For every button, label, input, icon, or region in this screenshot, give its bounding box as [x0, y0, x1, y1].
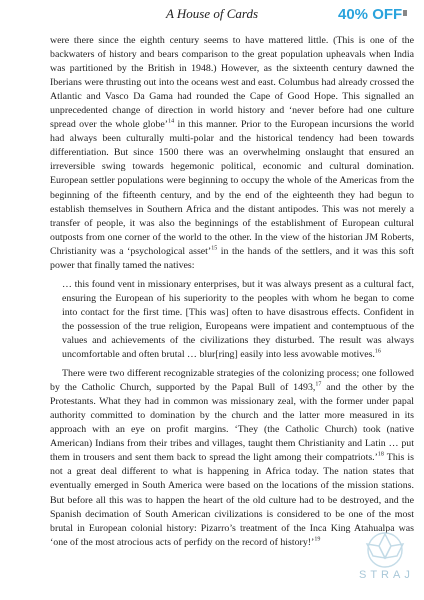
footnote-ref-17: 17 [315, 381, 322, 388]
footnote-ref-14: 14 [168, 118, 175, 125]
block-quote-text: … this found vent in missionary enterprises, but it was always present as a cultural fact, ensuring the European of his superiority to the peoples with whom he began to come into contact for the first time. [This was] often to have disastrous effects. Confident in the possession of the true religion, Europeans were impatient and contemptuous of the values and achievements of the civilizations they disturbed. The result was always uncomfortable and often brutal … blur[ring] easily into less avowable motives. [62, 278, 414, 361]
footnote-ref-15: 15 [211, 245, 218, 252]
paragraph-2 [50, 367, 414, 550]
running-header: A House of Cards [165, 6, 259, 21]
footnote-ref-16: 16 [374, 348, 381, 355]
paragraph-2-text-c: This is not a great deal different to what is happening in Africa today. The nation states that eventually emerged in South America were based on the locations of the mission stations. But before all this was to happen the heart of the old culture had to be destroyed, and the Spanish decimation of South American civilizations is considered to be one of the most brutal in European colonial history: Pizarro’s treatment of the Inca King Atahualpa was ‘one of the most atrocious acts of perfidy on the record of history!’ [50, 452, 414, 548]
paragraph-1-text-c: in the hands of the settlers, and it was this soft power that finally tamed the natives: [50, 245, 414, 271]
paragraph-2-text-b: and the other by the Protestants. What they had in common was missionary zeal, with the former under papal authority committed to domination by the church and the latter more measured in its approach with an eye on profit margins. ‘They (the Catholic Church) took (native American) Indians from their tribes and villages, taught them Christianity and Latin … put them in trousers and sent them back to spread the light among their compatriots.’ [50, 382, 414, 464]
watermark-logo-icon [355, 530, 415, 596]
footnote-ref-19: 19 [314, 536, 321, 543]
paragraph-1 [50, 34, 414, 273]
page-edge-mark [403, 10, 407, 16]
paragraph-2-text-a: There were two different recognizable strategies of the colonizing process; one followed by the Catholic Church, supported by the Papal Bull of 1493, [50, 368, 414, 394]
paragraph-1-text-b: in this manner. Prior to the European incursions the world had always been culturally multi-polar and the historical tendency had been towards differentiation. But since 1500 there was an overwhelming onslaught that ensured an irreversible swing towards hegemonic political, economic and cultural domination. European settler populations were beginning to occupy the whole of the Americas from the beginning of the fifteenth century, and by the end of the eighteenth they had begun to establish themselves in Southern Africa and the distant antipodes. This was not merely a transfer of people, it was also the beginnings of the establishment of European cultural outposts from one corner of the world to the other. In the view of the historian JM Roberts, Christianity was a ‘psychological asset’ [50, 119, 415, 257]
watermark-text: STRAJ [359, 569, 414, 581]
footnote-ref-18: 18 [377, 452, 384, 459]
body-text [50, 34, 414, 550]
paragraph-1-text-a: were there since the eighth century seems to have mattered little. (This is one of the backwaters of history and bears comparison to the great population upheavals when India was partitioned by the British in 1948.) However, as the sixteenth century dawned the Iberians were thrusting out into the oceans west and east. Columbus had already crossed the Atlantic and Vasco Da Gama had rounded the Cape of Good Hope. This signalled an unprecedented change of direction in world history and ‘never before had one culture spread over the whole globe’ [50, 35, 414, 131]
block-quote [62, 278, 414, 362]
discount-badge: 40% OFF [338, 6, 403, 23]
